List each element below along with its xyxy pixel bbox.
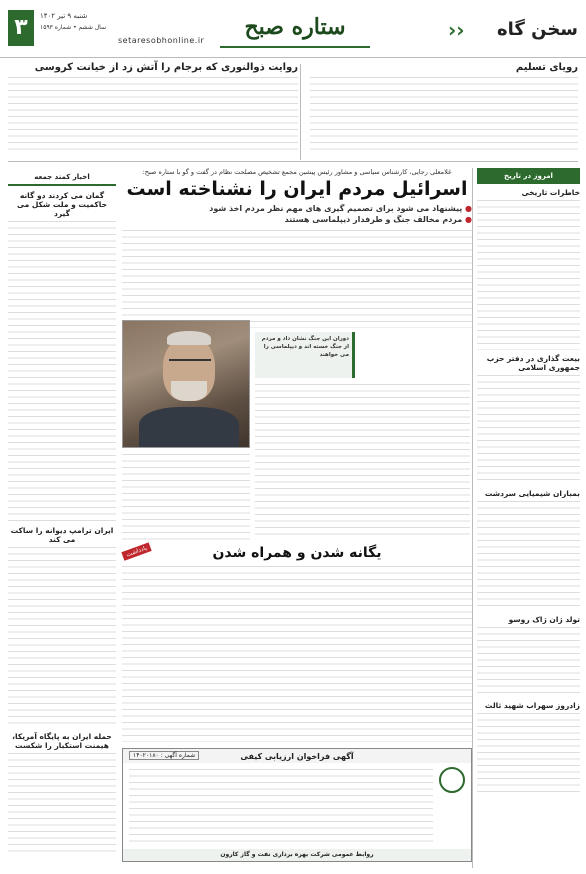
- company-logo-icon: [439, 767, 465, 793]
- ad-body: [129, 769, 433, 847]
- sidebar-item: [477, 489, 580, 611]
- ad-title: آگهی فراخوان ارزیابی کیفی: [123, 749, 471, 763]
- news-column: [8, 168, 116, 868]
- article-right-title: رویای تسلیم: [515, 62, 578, 73]
- masthead: [0, 0, 586, 58]
- sidebar-item-title: تولد ژان ژاک روسو: [508, 615, 580, 624]
- sidebar-item-text: [477, 501, 580, 611]
- lead-subheading: [122, 215, 472, 224]
- bullet-icon: ●: [462, 204, 472, 213]
- sidebar-item: [477, 701, 580, 793]
- lead-body-text-2: [122, 454, 250, 540]
- news-column-header-label: اخبار کمند جمعه: [34, 173, 90, 181]
- news-column-header: [8, 168, 116, 186]
- lead-subheading: [122, 204, 472, 213]
- sidebar-item-title: بمباران شیمیایی سردشت: [484, 489, 580, 498]
- news-item-title: گمان می کردند دو گانه حاکمیت و ملت شکل می گیرد: [16, 191, 108, 218]
- article-2-body: [122, 566, 472, 742]
- sidebar-item-title: خاطرات تاریخی: [521, 188, 580, 197]
- lead-sub1: پیشنهاد می شود برای تصمیم گیری های مهم نظر مردم اخذ شود: [209, 204, 463, 213]
- top-articles: [8, 62, 578, 162]
- lead-story: [122, 168, 472, 328]
- tender-advertisement: [122, 748, 472, 862]
- sidebar-item-text: [477, 200, 580, 350]
- lead-intro-text: [122, 230, 472, 328]
- article-left-title: روایت ذوالنوری که برجام را آتش زد از خیانت کروسی: [34, 62, 298, 73]
- news-item-text: [8, 221, 116, 521]
- article-left-body: [8, 77, 298, 155]
- page-number: ۳: [8, 10, 34, 46]
- double-chevron-icon: ‹‹: [448, 18, 465, 42]
- sidebar-item-text: [477, 627, 580, 697]
- article-right-body: [310, 77, 578, 155]
- ad-number: شماره آگهی : ۱۴۰۲۰۱۸۰: [129, 751, 199, 760]
- issue-date: شنبه ۹ تیر ۱۴۰۲: [40, 12, 88, 20]
- sidebar-item: [477, 354, 580, 485]
- sidebar-item: [477, 615, 580, 697]
- news-item-title: ایران ترامپ دیوانه را ساکت می کند: [10, 526, 114, 544]
- sidebar-item-text: [477, 375, 580, 485]
- sidebar-item-text: [477, 713, 580, 793]
- section-label: سخن گاه: [497, 19, 578, 40]
- news-item: [8, 526, 116, 727]
- bullet-icon: ●: [462, 215, 472, 224]
- column-divider: [300, 64, 301, 160]
- sidebar-header: امروز در تاریخ: [477, 168, 580, 184]
- lead-sub2: مردم مخالف جنگ و طرفدار دیپلماسی هستند: [284, 215, 463, 224]
- lead-kicker: غلامعلی رجایی، کارشناس سیاسی و مشاور رئیس پیشین مجمع تشخیص مصلحت نظام در گفت و گو با ستاره صبح:: [142, 168, 452, 176]
- news-item-text: [8, 753, 116, 853]
- sidebar-item-title: زادروز سهراب شهید ثالث: [484, 701, 580, 710]
- pull-quote: دوران این جنگ نشان داد و مردم از جنگ خسته اند و دیپلماسی را می خواهند: [255, 332, 355, 378]
- newspaper-logo: ستاره صبح: [220, 6, 370, 48]
- sidebar-item: [477, 188, 580, 350]
- article-2-title: یگانه شدن و همراه شدن: [212, 545, 382, 561]
- lead-headline: اسرائیل مردم ایران را نشناخته است: [126, 178, 468, 200]
- lead-body-text: [255, 384, 470, 539]
- article-right: [310, 62, 578, 158]
- news-item: [8, 732, 116, 853]
- history-sidebar: [472, 168, 580, 868]
- sidebar-item-title: بیعت گذاری در دفتر حزب جمهوری اسلامی: [486, 354, 580, 372]
- news-item-title: حمله ایران به پایگاه آمریکا، هیمنت استکبار را شکست: [12, 732, 112, 750]
- ad-footer: روابط عمومی شرکت بهره برداری نفت و گاز کارون: [123, 849, 471, 861]
- news-item: [8, 191, 116, 521]
- interviewee-photo: [122, 320, 250, 448]
- section-title: [448, 12, 578, 48]
- article-left: [8, 62, 298, 158]
- issue-number: سال ششم • شماره ۱۵۹۳: [40, 24, 107, 31]
- website-url[interactable]: setaresobhonline.ir: [118, 36, 205, 45]
- news-item-text: [8, 547, 116, 727]
- note-badge: یادداشت: [121, 542, 152, 561]
